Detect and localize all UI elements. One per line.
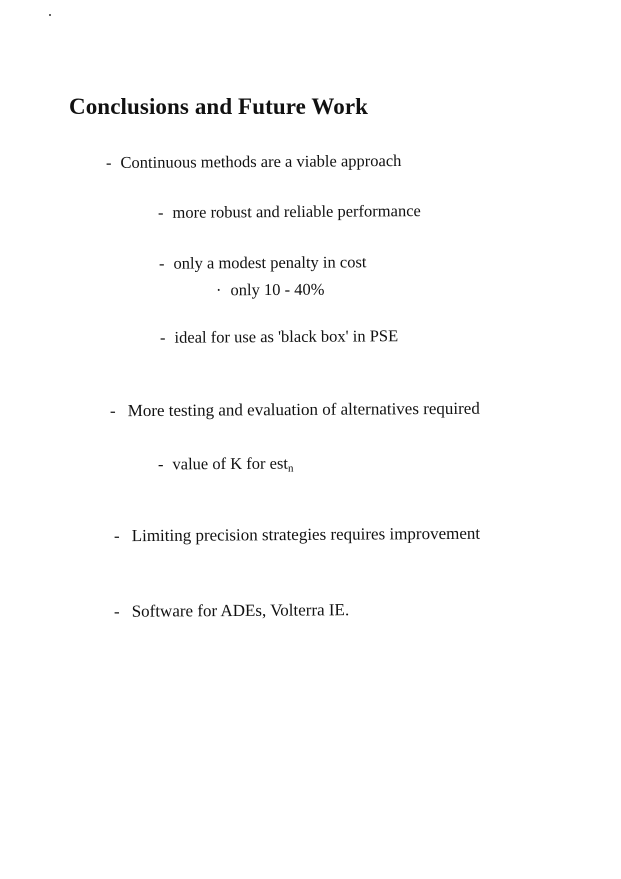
bullet-software <box>114 600 349 622</box>
scan-speck <box>49 14 51 16</box>
bullet-text: more robust and reliable performance <box>172 201 421 222</box>
bullet-text: Software for ADEs, Volterra IE. <box>131 600 350 621</box>
bullet-text: only a modest penalty in cost <box>173 252 367 273</box>
sub-bullet-value-k <box>158 454 294 480</box>
bullet-dash: - <box>159 327 166 347</box>
bullet-limiting-precision <box>114 524 480 547</box>
sub-bullet-robust <box>158 201 421 223</box>
bullet-dash: - <box>113 526 120 546</box>
bullet-dash: - <box>109 401 116 421</box>
bullet-text: More testing and evaluation of alternatives required <box>127 398 480 421</box>
bullet-dash: - <box>158 253 165 273</box>
sub-bullet-penalty <box>159 252 367 273</box>
bullet-dash: - <box>105 152 112 173</box>
bullet-text: Continuous methods are a viable approach <box>120 150 402 172</box>
bullet-dash: - <box>157 454 164 474</box>
bullet-text: value of K for est <box>172 453 289 474</box>
bullet-text: Limiting precision strategies requires improvement <box>131 523 481 546</box>
sub-sub-bullet-percent <box>216 280 325 301</box>
sub-bullet-black-box <box>160 326 398 348</box>
bullet-continuous-methods <box>106 151 402 173</box>
page-title: Conclusions and Future Work <box>69 94 369 119</box>
bullet-text: ideal for use as 'black box' in PSE <box>174 326 399 347</box>
bullet-dash: - <box>157 202 164 222</box>
bullet-dash: - <box>113 601 120 621</box>
subscript-n: n <box>287 462 294 475</box>
bullet-more-testing <box>110 399 480 422</box>
bullet-text: only 10 - 40% <box>230 279 325 300</box>
bullet-dot: · <box>215 280 222 300</box>
